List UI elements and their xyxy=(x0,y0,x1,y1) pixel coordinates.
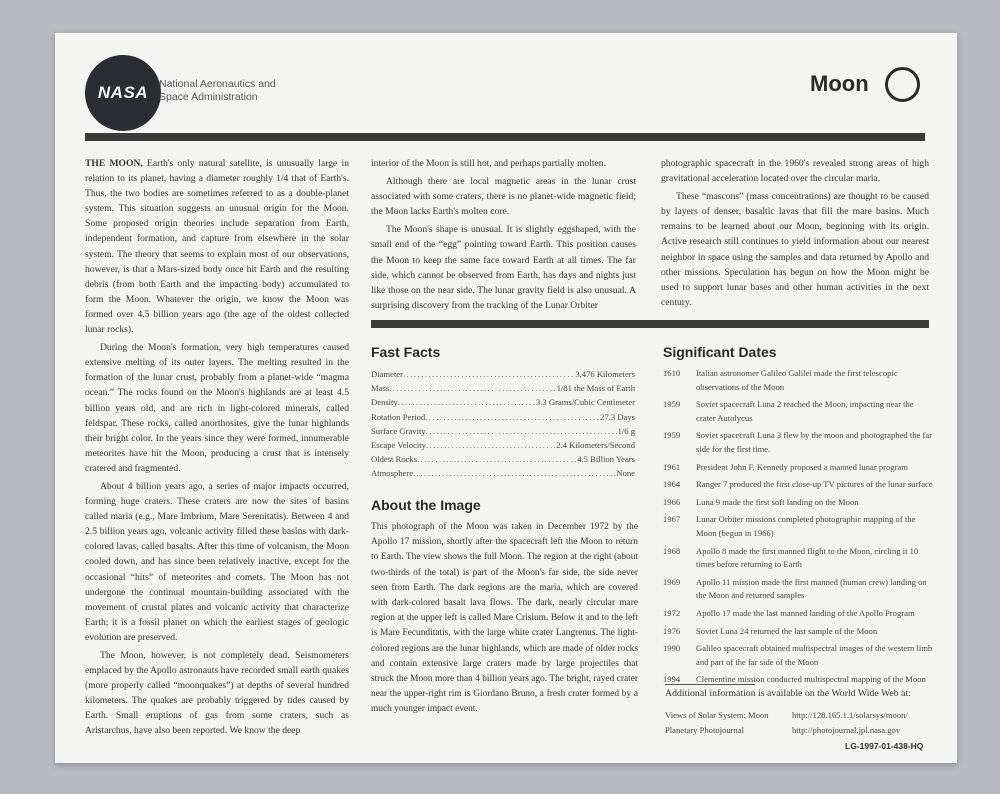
document-code: LG-1997-01-438-HQ xyxy=(845,741,924,751)
significant-dates-heading: Significant Dates xyxy=(663,344,777,360)
intro-paragraph: The Moon, however, is not completely dead. Seismometers emplaced by the Apollo astronauts have recorded small earth quakes (more properly called “moonquakes”) at depths of several hundred kilometers. The quakes are probably triggered by tides caused by Earth. Small eruptions of gas from some craters, such as Aristarchus, have also been reported. We know the deep xyxy=(85,650,349,737)
web-link-row: Planetary Photojournal http://photojournal.jpl.nasa.gov xyxy=(665,723,950,738)
additional-info-rule xyxy=(665,684,755,685)
date-row: 1966 Luna 9 made the first soft landing on the Moon xyxy=(663,496,859,507)
nasa-logo: NASA xyxy=(85,55,161,131)
web-links xyxy=(665,708,950,738)
intro-paragraph: These “mascons” (mass concentrations) are thought to be caused by layers of denser, basaltic lavas that fill the mare basins. Much remains to be learned about our Moon, beginning with its origin. Active research still continues to yield information about our nearest neighbor in space using the samples and data returned by Apollo and other missions. Speculation has begun on how the Moon might be used to support lunar bases and other human activities in the next century. xyxy=(661,191,929,308)
fast-facts-list xyxy=(371,367,635,481)
moon-circle-icon xyxy=(885,67,920,102)
agency-line-2: Space Administration xyxy=(159,91,258,103)
header-divider xyxy=(85,133,925,141)
intro-paragraph: The Moon's shape is unusual. It is slightly eggshaped, with the small end of the “egg” pointing toward Earth. This position causes the Moon to keep the same face toward Earth at all times. The far side, which cannot be observed from Earth, has days and nights just like those on the near side. The lunar gravity field is also unusual. A surprising discovery from the tracking of the Lunar Orbiter xyxy=(371,224,636,311)
fact-row: Oldest Rocks ..... 4.5 Billion Years xyxy=(371,452,635,466)
intro-paragraph: During the Moon's formation, very high temperatures caused extensive melting of its outer layers. The melting resulted in the formation of the lunar crust, probably from a planet-wide “magma ocean.” The rocks found on the Moon's highlands are at least 4.5 billion years old, and are rich in light-colored minerals, called feldspar. These rocks, called anorthosites, give the lunar highlands their bright color. In the years since they were formed, innumerable meteorites have hit the Moon, producing a crust that is intensely cratered and fragmented. xyxy=(85,342,349,474)
agency-name xyxy=(159,78,276,104)
date-row: 1967 Lunar Orbiter missions completed photographic mapping of the Moon (begun in 1966) xyxy=(663,514,916,538)
date-row: 1976 Soviet Luna 24 returned the last sample of the Moon xyxy=(663,625,878,636)
intro-lead: THE MOON, xyxy=(85,158,143,169)
intro-column-3 xyxy=(661,156,929,310)
fast-facts-heading: Fast Facts xyxy=(371,344,441,360)
fact-sheet-card xyxy=(55,33,957,763)
fact-row: Atmosphere ..... None xyxy=(371,466,635,480)
intro-paragraph: interior of the Moon is still hot, and perhaps partially molten. xyxy=(371,158,607,169)
intro-column-1 xyxy=(85,156,349,739)
web-link-url[interactable]: http://128.165.1.1/solarsys/moon/ xyxy=(792,710,908,720)
date-row: 1959 Soviet spacecraft Luna 3 flew by the moon and photographed the far side for the first time. xyxy=(663,430,933,454)
fact-row: Density ..... 3.3 Grams/Cubic Centimeter xyxy=(371,395,635,409)
significant-dates-list xyxy=(663,367,933,691)
section-divider xyxy=(371,320,929,328)
fact-row: Escape Velocity ..... 2.4 Kilometers/Second xyxy=(371,438,635,452)
intro-paragraph: Although there are local magnetic areas in the lunar crust associated with some craters, there is no planet-wide magnetic field; the Moon lacks Earth's molten core. xyxy=(371,176,636,218)
page-title: Moon xyxy=(810,71,869,96)
fact-row: Surface Gravity ..... 1/6 g xyxy=(371,424,635,438)
date-row: 1994 Clementine mission conducted multispectral mapping of the Moon xyxy=(663,674,926,685)
web-link-url[interactable]: http://photojournal.jpl.nasa.gov xyxy=(792,725,901,735)
about-image-heading: About the Image xyxy=(371,497,481,513)
intro-paragraph: THE MOON, Earth's only natural satellite, is unusually large in relation to its planet, having a diameter roughly 1/4 that of Earth's. Thus, the two bodies are sometimes referred to as a double-planet system. This situation suggests an unusual origin for the Moon. Some proposed origin theories include separation from Earth, independent formation, and capture from elsewhere in the solar system. The theory that seems to explain most of our observations, however, is that a Mars-sized body once hit Earth and the resulting debris (from both Earth and the impacting body) accumulated to form the Moon. Whatever the origin, we know the Moon was formed over 4.5 billion years ago (the age of the oldest collected lunar rocks). xyxy=(85,158,350,336)
date-row: 1961 President John F. Kennedy proposed a manned lunar program xyxy=(663,461,908,472)
date-row: 1964 Ranger 7 produced the first close-up TV pictures of the lunar surface xyxy=(663,479,933,490)
web-link-row: Views of Solar System: Moon http://128.165.1.1/solarsys/moon/ xyxy=(665,708,950,723)
date-row: 1972 Apollo 17 made the last manned landing of the Apollo Program xyxy=(663,607,915,618)
date-row: 1990 Galileo spacecraft obtained multispectral images of the western limb and part of the far side of the Moon xyxy=(663,643,933,667)
about-image-text: This photograph of the Moon was taken in December 1972 by the Apollo 17 mission, shortly after the spacecraft left the Moon to return to Earth. The view shows the full Moon. The region at the right (about two-thirds of the total) is part of the Moon's far side, the side never seen from Earth. The dark regions are the maria, which are covered with dark-colored basalt lava flows. The dark, nearly circular mare region at the upper left is called Mare Crisium. Below it and to the left is Mare Fecunditatis, with the large white crater Langrenus. The light-colored regions are the lunar highlands, which are made of older rocks and contain extensive large craters made by large projectiles that struck the Moon more than 4 billion years ago. The bright, rayed crater near the upper-right rim is Giordano Bruno, a fresh crater formed by a much younger impact event. xyxy=(371,522,638,715)
additional-info-text: Additional information is available on the World Wide Web at: xyxy=(665,688,911,699)
date-row: 1959 Soviet spacecraft Luna 2 reached the Moon, impacting near the crater Autolycus xyxy=(663,399,914,423)
fact-row: Rotation Period ..... 27.3 Days xyxy=(371,410,635,424)
date-row: 1969 Apollo 11 mission made the first manned (human crew) landing on the Moon and returned samples xyxy=(663,576,927,601)
intro-column-2 xyxy=(371,156,636,313)
agency-line-1: National Aeronautics and xyxy=(159,78,276,90)
date-row: 1610 Italian astronomer Galileo Galilei made the first telescopic observations of the Moon xyxy=(663,368,898,392)
intro-paragraph: photographic spacecraft in the 1960's revealed strong areas of high gravitational acceleration located over the circular maria. xyxy=(661,158,929,185)
date-row: 1968 Apollo 8 made the first manned flight to the Moon, circling it 10 times before returning to Earth xyxy=(663,545,919,570)
fact-row: Mass ..... 1/81 the Mass of Earth xyxy=(371,381,635,395)
intro-paragraph: About 4 billion years ago, a series of major impacts occurred, forming huge craters. These craters are now the sites of basins called maria (e.g., Mare Imbrium, Mare Serenitatis). Between 4 and 2.5 billion years ago, volcanic activity filled these basins with dark-colored lavas, called basalts. After this time of volcanism, the Moon cooled down, and has since been relatively inactive, except for the occasional “hits” of meteorites and comets. The Moon has not undergone the continual mountain-building associated with the movement of crustal plates and volcanic activity that characterize Earth; it is a fossil planet on which the earliest stages of geologic evolution are preserved. xyxy=(85,480,349,643)
fact-row: Diameter ..... 3,476 Kilometers xyxy=(371,367,635,381)
